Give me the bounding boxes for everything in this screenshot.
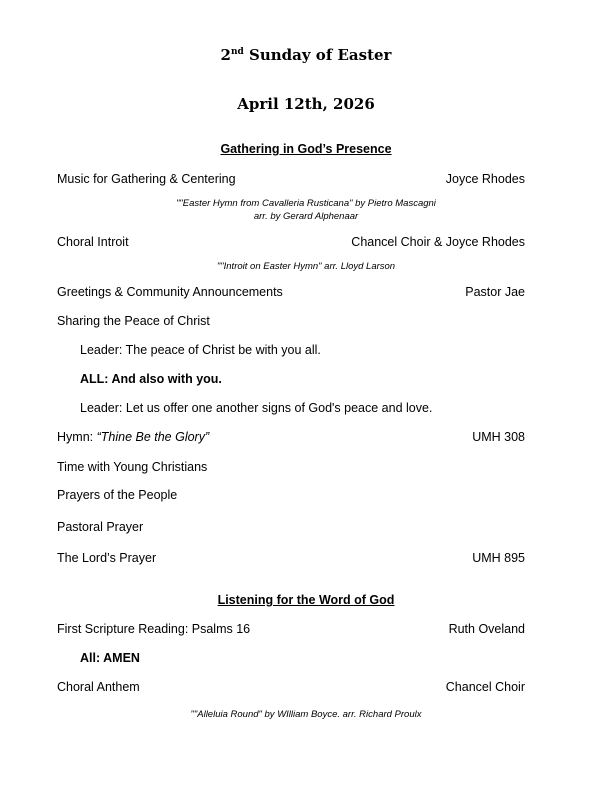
hymn-number: UMH 308	[472, 430, 525, 444]
page-title	[0, 46, 612, 64]
service-date: April 12th, 2026	[237, 95, 375, 113]
choral-introit-note: ""Introit on Easter Hymn" arr. Lloyd Larson	[216, 261, 396, 272]
section-heading-gathering: Gathering in God’s Presence	[220, 142, 392, 156]
young-christians-label: Time with Young Christians	[57, 460, 208, 474]
choral-introit-label: Choral Introit	[57, 235, 129, 249]
greetings-label: Greetings & Community Announcements	[57, 285, 283, 299]
choral-introit-leader: Chancel Choir & Joyce Rhodes	[351, 235, 525, 249]
choral-anthem-leader: Chancel Choir	[445, 680, 525, 694]
title-ordinal-suffix: nd	[230, 47, 244, 57]
lords-prayer-label: The Lord’s Prayer	[57, 551, 157, 565]
hymn-line	[57, 430, 209, 444]
title-text: Sunday of Easter	[243, 46, 392, 64]
lords-prayer-number: UMH 895	[472, 551, 525, 565]
hymn-title: “Thine Be the Glory”	[96, 430, 210, 444]
music-gathering-label: Music for Gathering & Centering	[57, 172, 236, 186]
prayers-label: Prayers of the People	[57, 488, 178, 502]
greetings-leader: Pastor Jae	[465, 285, 525, 299]
music-gathering-note	[0, 197, 612, 223]
choral-anthem-note: ""Alleluia Round" by WIlliam Boyce. arr. Richard Proulx	[190, 709, 422, 720]
pastoral-prayer-label: Pastoral Prayer	[57, 520, 144, 534]
music-gathering-leader: Joyce Rhodes	[445, 172, 525, 186]
amen-response: All: AMEN	[80, 651, 140, 665]
peace-all-response: ALL: And also with you.	[80, 372, 222, 386]
music-note-line-2: arr. by Gerard Alphenaar	[253, 211, 359, 222]
scripture-reading-leader: Ruth Oveland	[448, 622, 525, 636]
scripture-reading-label: First Scripture Reading: Psalms 16	[57, 622, 251, 636]
hymn-prefix: Hymn:	[57, 430, 97, 444]
peace-label: Sharing the Peace of Christ	[57, 314, 210, 328]
section-heading-listening: Listening for the Word of God	[217, 593, 395, 607]
peace-leader-line: Leader: The peace of Christ be with you all.	[80, 343, 321, 357]
peace-leader-line-2: Leader: Let us offer one another signs of God's peace and love.	[80, 401, 433, 415]
title-number: 2	[220, 46, 231, 64]
music-note-line-1: ""Easter Hymn from Cavalleria Rusticana" by Pietro Mascagni	[176, 198, 436, 209]
choral-anthem-label: Choral Anthem	[57, 680, 140, 694]
